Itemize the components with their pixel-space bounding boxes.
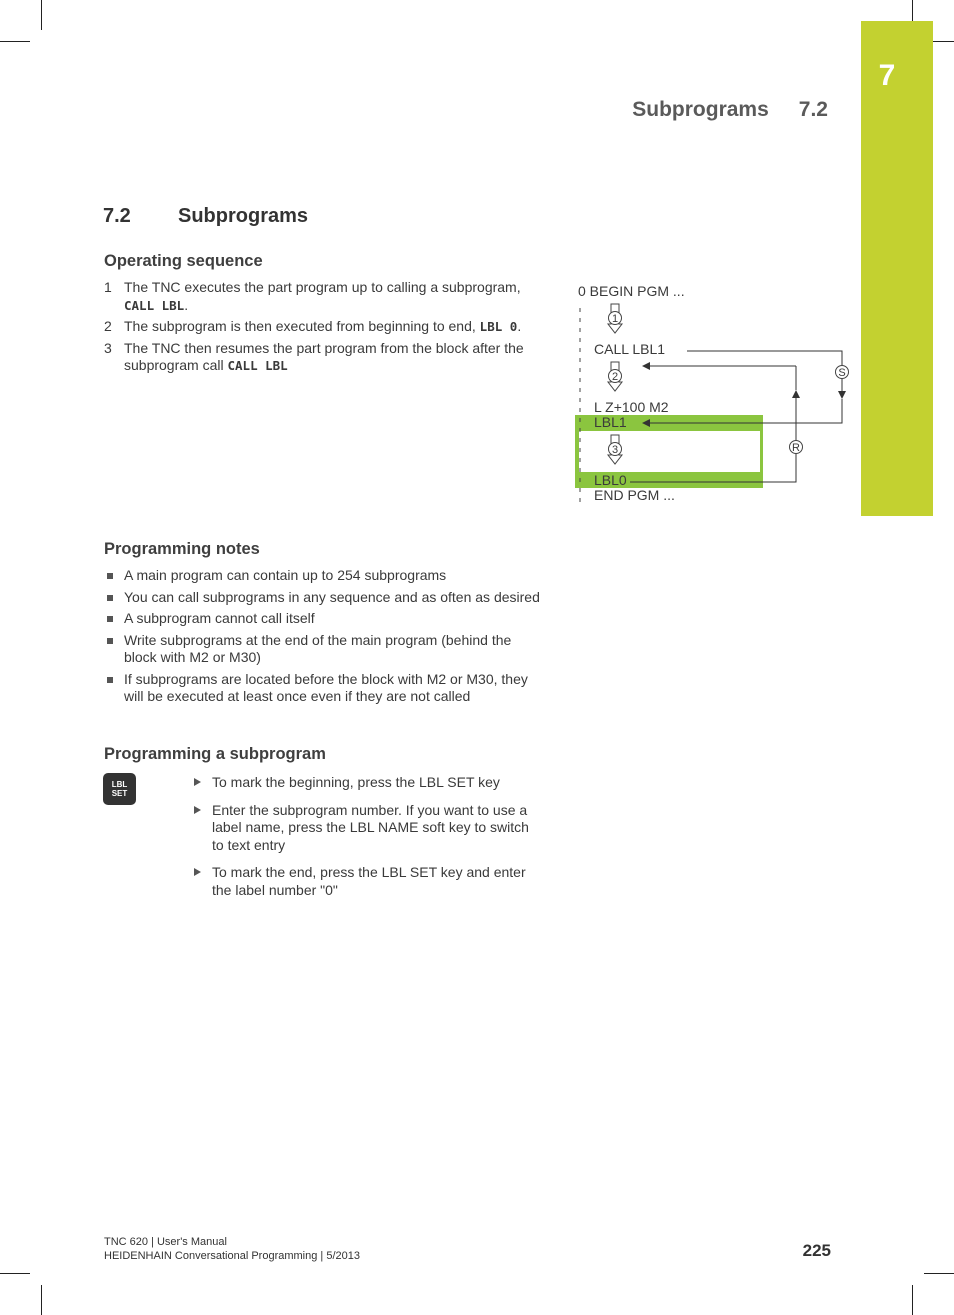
section-title-text: Subprograms xyxy=(178,205,309,227)
footer-line2: HEIDENHAIN Conversational Programming | 5/2013 xyxy=(104,1250,360,1262)
step-code: CALL LBL xyxy=(227,358,288,373)
section-number: 7.2 xyxy=(103,205,131,227)
diagram-line-lbl0: LBL0 xyxy=(594,472,627,488)
diagram-line-begin-pgm: 0 BEGIN PGM ... xyxy=(578,283,685,299)
step-text: The TNC then resumes the part program from the block after the subprogram call xyxy=(124,339,524,373)
marker-2: 2 xyxy=(611,371,619,383)
crop-mark xyxy=(912,1285,913,1315)
step-number: 2 xyxy=(104,318,112,334)
footer xyxy=(104,1235,360,1263)
down-arrow-icon xyxy=(608,304,622,333)
list-item xyxy=(104,671,544,706)
step-tail: . xyxy=(184,296,189,313)
marker-1: 1 xyxy=(611,313,619,325)
list-item xyxy=(192,864,544,899)
diagram-line-l-z-m2: L Z+100 M2 xyxy=(594,399,669,415)
step-text: Enter the subprogram number. If you want to use a label name, press the LBL NAME soft key to switch to text entry xyxy=(212,801,529,853)
diagram-line-lbl1: LBL1 xyxy=(594,414,627,430)
crop-mark xyxy=(41,1285,42,1315)
step-code: LBL 0 xyxy=(479,319,518,334)
chapter-tab xyxy=(861,21,933,516)
triangle-bullet-icon xyxy=(194,806,201,814)
marker-3: 3 xyxy=(611,444,619,456)
crop-mark xyxy=(0,1273,30,1274)
note-text: Write subprograms at the end of the main program (behind the block with M2 or M30) xyxy=(124,631,512,665)
list-item xyxy=(192,774,544,792)
bullet-icon xyxy=(107,677,113,683)
step-text: The TNC executes the part program up to calling a subprogram, xyxy=(124,279,521,295)
list-item xyxy=(104,340,544,375)
list-item xyxy=(104,632,544,667)
bullet-icon xyxy=(107,616,113,622)
list-item xyxy=(104,567,544,585)
down-arrow-icon xyxy=(608,362,622,391)
list-item xyxy=(104,279,544,314)
list-item xyxy=(192,802,544,855)
crop-mark xyxy=(0,41,30,42)
marker-r: R xyxy=(792,442,800,454)
key-label-line1: LBL xyxy=(111,780,128,789)
list-item xyxy=(104,318,544,336)
list-item xyxy=(104,610,544,628)
list-item xyxy=(104,589,544,607)
diagram-line-end-pgm: END PGM ... xyxy=(594,487,675,503)
step-tail: . xyxy=(517,318,522,334)
bullet-icon xyxy=(107,595,113,601)
diagram-line-call-lbl1: CALL LBL1 xyxy=(594,341,666,357)
step-code: CALL LBL xyxy=(124,297,185,313)
subprogram-highlight-inner xyxy=(579,431,760,472)
lbl-set-key-icon xyxy=(103,773,136,805)
key-label-line2: SET xyxy=(111,789,128,798)
subprogram-flow-diagram xyxy=(570,280,860,515)
step-number: 3 xyxy=(104,339,112,356)
note-text: A subprogram cannot call itself xyxy=(124,610,315,626)
programming-subprogram-heading: Programming a subprogram xyxy=(104,745,326,763)
operating-sequence-list xyxy=(104,279,544,379)
step-text: To mark the end, press the LBL SET key and enter the label number "0" xyxy=(212,864,526,898)
footer-line1: TNC 620 | User's Manual xyxy=(104,1236,227,1248)
operating-sequence-heading: Operating sequence xyxy=(104,252,263,270)
triangle-bullet-icon xyxy=(194,778,201,786)
note-text: You can call subprograms in any sequence and as often as desired xyxy=(124,588,540,605)
programming-steps-list xyxy=(192,774,544,909)
programming-notes-list xyxy=(104,567,544,710)
running-header-title: Subprograms xyxy=(632,98,769,121)
note-text: If subprograms are located before the block with M2 or M30, they will be executed at least once even if they are not called xyxy=(124,670,528,704)
note-text: A main program can contain up to 254 subprograms xyxy=(124,567,447,583)
section-title xyxy=(103,205,308,228)
step-text: The subprogram is then executed from beginning to end, xyxy=(124,318,480,334)
step-number: 1 xyxy=(104,279,112,295)
bullet-icon xyxy=(107,573,113,579)
programming-notes-heading: Programming notes xyxy=(104,540,260,558)
chapter-number: 7 xyxy=(878,59,896,92)
page-number: 225 xyxy=(802,1241,831,1260)
running-header xyxy=(632,98,828,122)
bullet-icon xyxy=(107,638,113,644)
crop-mark xyxy=(41,0,42,30)
running-header-section: 7.2 xyxy=(798,98,828,121)
triangle-bullet-icon xyxy=(194,868,201,876)
crop-mark xyxy=(924,1273,954,1274)
marker-s: S xyxy=(838,367,846,379)
step-text: To mark the beginning, press the LBL SET key xyxy=(212,774,500,790)
